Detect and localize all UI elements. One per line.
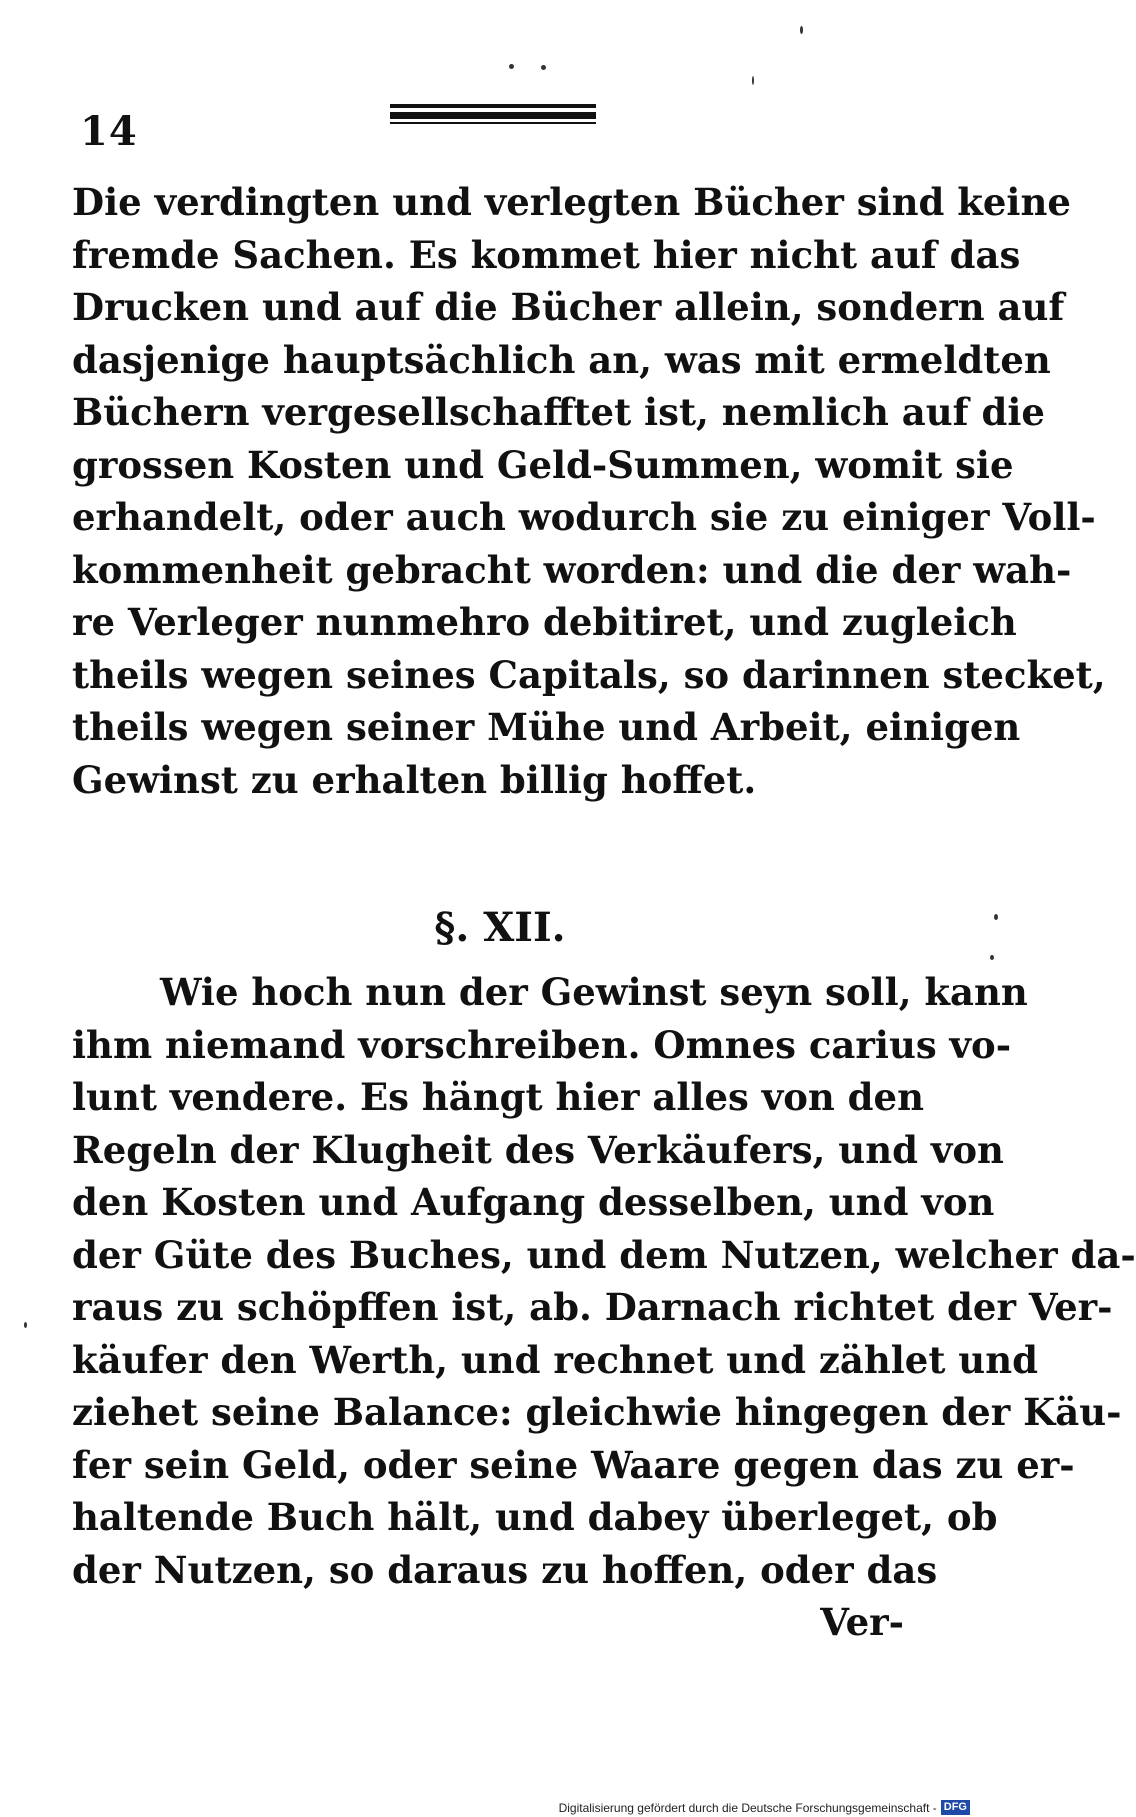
- text-line: kommenheit gebracht worden: und die der wah-: [72, 547, 1072, 592]
- text-line: den Kosten und Aufgang desselben, und von: [72, 1180, 995, 1224]
- text-line: raus zu schöpffen ist, ab. Darnach richtet der Ver-: [72, 1285, 1113, 1329]
- text-line: theils wegen seines Capitals, so darinnen stecket,: [72, 652, 1106, 697]
- paragraph-2: [72, 966, 1136, 1649]
- text-line: erhandelt, oder auch wodurch sie zu einiger Voll-: [72, 495, 1096, 539]
- scan-speck: [509, 64, 514, 69]
- scan-speck: [994, 914, 998, 920]
- text-line: Die verdingten und verlegten Bücher sind keine: [72, 180, 1071, 224]
- text-line: dasjenige hauptsächlich an, was mit ermeldten: [72, 337, 1051, 382]
- text-line: grossen Kosten und Geld-Summen, womit sie: [72, 442, 1014, 487]
- scan-speck: [752, 76, 754, 85]
- text-line: re Verleger nunmehro debitiret, und zugleich: [72, 600, 1017, 644]
- section-heading: §. XII.: [434, 904, 566, 951]
- scan-speck: [541, 65, 546, 70]
- text-line: haltende Buch hält, und dabey überleget, ob: [72, 1495, 998, 1539]
- text-line: ihm niemand vorschreiben. Omnes carius vo-: [72, 1022, 1012, 1067]
- page-number: 14: [80, 108, 138, 155]
- text-line: Wie hoch nun der Gewinst seyn soll, kann: [160, 970, 1028, 1014]
- header-rule: [390, 104, 596, 124]
- text-line: Büchern vergesellschafftet ist, nemlich auf die: [72, 390, 1045, 434]
- paragraph-1: [72, 176, 1106, 806]
- text-line: fremde Sachen. Es kommet hier nicht auf das: [72, 232, 1021, 277]
- text-line: der Güte des Buches, und dem Nutzen, welcher da-: [72, 1232, 1136, 1277]
- catchword: Ver-: [820, 1600, 904, 1644]
- text-line: lunt vendere. Es hängt hier alles von den: [72, 1075, 924, 1119]
- scan-speck: [990, 955, 994, 960]
- text-line: theils wegen seiner Mühe und Arbeit, einigen: [72, 705, 1021, 749]
- header-rule-line: [390, 122, 596, 124]
- text-line: fer sein Geld, oder seine Waare gegen das zu er-: [72, 1442, 1075, 1487]
- dfg-logo: DFG: [941, 1800, 970, 1815]
- text-line: käufer den Werth, und rechnet und zählet und: [72, 1337, 1038, 1382]
- scan-speck: [24, 1322, 27, 1328]
- header-rule-line: [390, 112, 596, 119]
- credit-text: Digitalisierung gefördert durch die Deutsche Forschungsgemeinschaft -: [558, 1800, 937, 1815]
- text-line: ziehet seine Balance: gleichwie hingegen der Käu-: [72, 1390, 1122, 1434]
- text-line: Drucken und auf die Bücher allein, sondern auf: [72, 285, 1065, 329]
- scan-speck: [800, 26, 803, 34]
- text-line: der Nutzen, so daraus zu hoffen, oder das: [72, 1547, 938, 1592]
- header-rule-line: [390, 104, 596, 108]
- text-line: Gewinst zu erhalten billig hoffet.: [72, 757, 757, 802]
- text-line: Regeln der Klugheit des Verkäufers, und von: [72, 1127, 1004, 1172]
- digitization-credit: [559, 1800, 970, 1815]
